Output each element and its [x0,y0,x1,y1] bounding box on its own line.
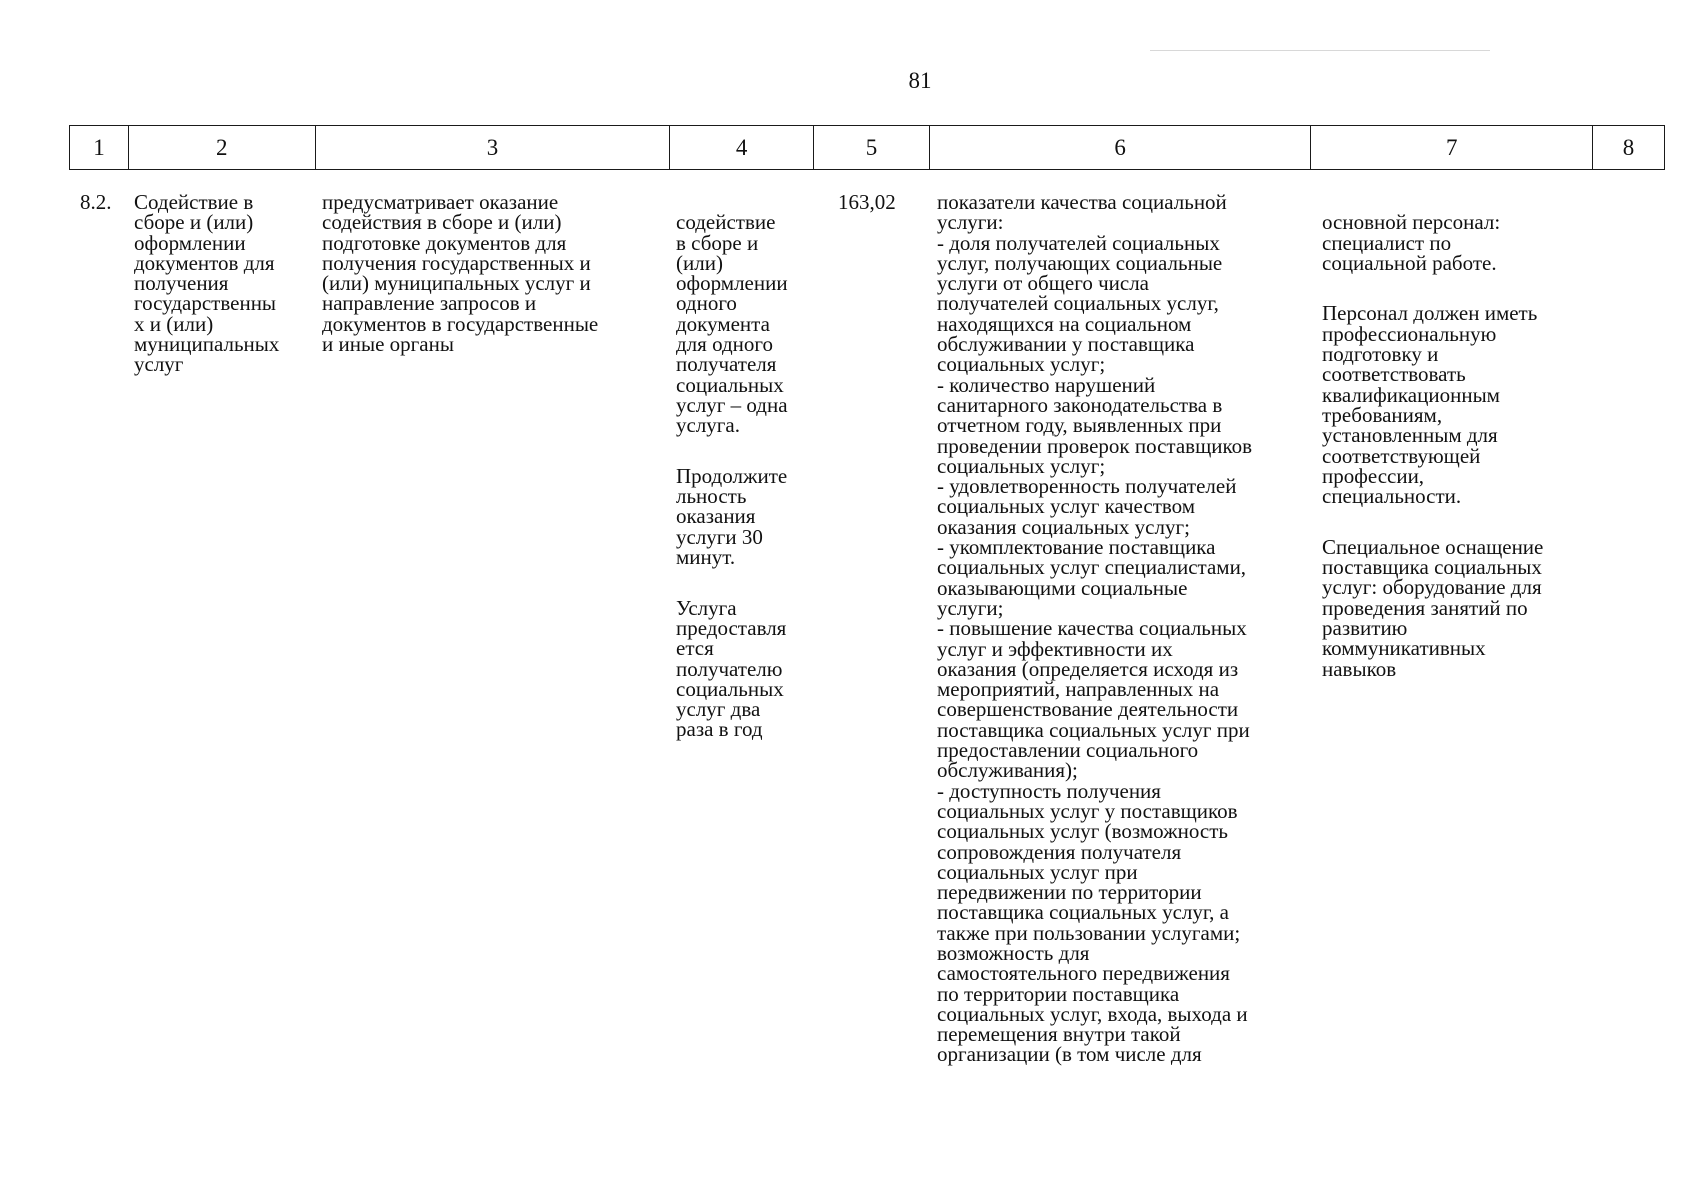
header-cell-3: 3 [316,126,671,169]
volume-paragraph: Продолжите льность оказания услуги 30 минут. [676,463,788,570]
conditions-paragraph: Специальное оснащение поставщика социальных услуг: оборудование для проведения занятий по развитию коммуникативных навыков [1322,534,1544,681]
header-cell-6: 6 [930,126,1312,169]
header-cell-1: 1 [70,126,129,169]
conditions-paragraph: Персонал должен иметь профессиональную подготовку и соответствовать квалификационным требованиям, установленным для соответствующей профессии, специальности. [1322,301,1538,509]
header-cell-2: 2 [129,126,316,169]
header-cell-5: 5 [814,126,930,169]
header-cell-7: 7 [1311,126,1593,169]
service-price: 163,02 [838,190,896,214]
service-volume [676,192,811,770]
scan-artifact-line [1150,50,1490,51]
service-name: Содействие в сборе и (или) оформлении документов для получения государственны х и (или) муниципальных услуг [134,190,280,377]
row-number: 8.2. [80,190,112,214]
header-cell-8: 8 [1622,134,1635,160]
conditions-paragraph: основной персонал: специалист по социальной работе. [1322,210,1501,275]
table-header [69,125,1665,170]
service-description: предусматривает оказание содействия в сборе и (или) подготовке документов для получения государственных и (или) муниципальных услуг и направление запросов и документов в государственные и иные органы [322,190,599,357]
service-conditions [1322,192,1602,709]
volume-paragraph: Услуга предоставля ется получателю социальных услуг два раза в год [676,595,787,742]
header-cell-4: 4 [670,126,814,169]
volume-paragraph: содействие в сборе и (или) оформлении одного документа для одного получателя социальных услуг – одна услуга. [676,210,788,438]
page-number: 81 [908,68,932,93]
quality-indicators: показатели качества социальной услуги: - доля получателей социальных услуг, получающих социальные услуги от общего числа получателей социальных услуг, находящихся на социальном обслуживании у поставщика социальных услуг; - количество нарушений санитарного законодательства в отчетном году, выявленных при проведении проверок поставщиков социальных услуг; - удовлетворенность получателей социальных услуг качеством оказания социальных услуг; - укомплектование поставщика социальных услуг специалистами, оказывающими социальные услуги; - повышение качества социальных услуг и эффективности их оказания (определяется исходя из мероприятий, направленных на совершенствование деятельности поставщика социальных услуг при предоставлении социального обслуживания); - доступность получения социальных услуг у поставщиков социальных услуг (возможность сопровождения получателя социальных услуг при передвижении по территории поставщика социальных услуг, а также при пользовании услугами; возможность для самостоятельного передвижения по территории поставщика социальных услуг, входа, выхода и перемещения внутри такой организации (в том числе для [937,190,1253,1067]
